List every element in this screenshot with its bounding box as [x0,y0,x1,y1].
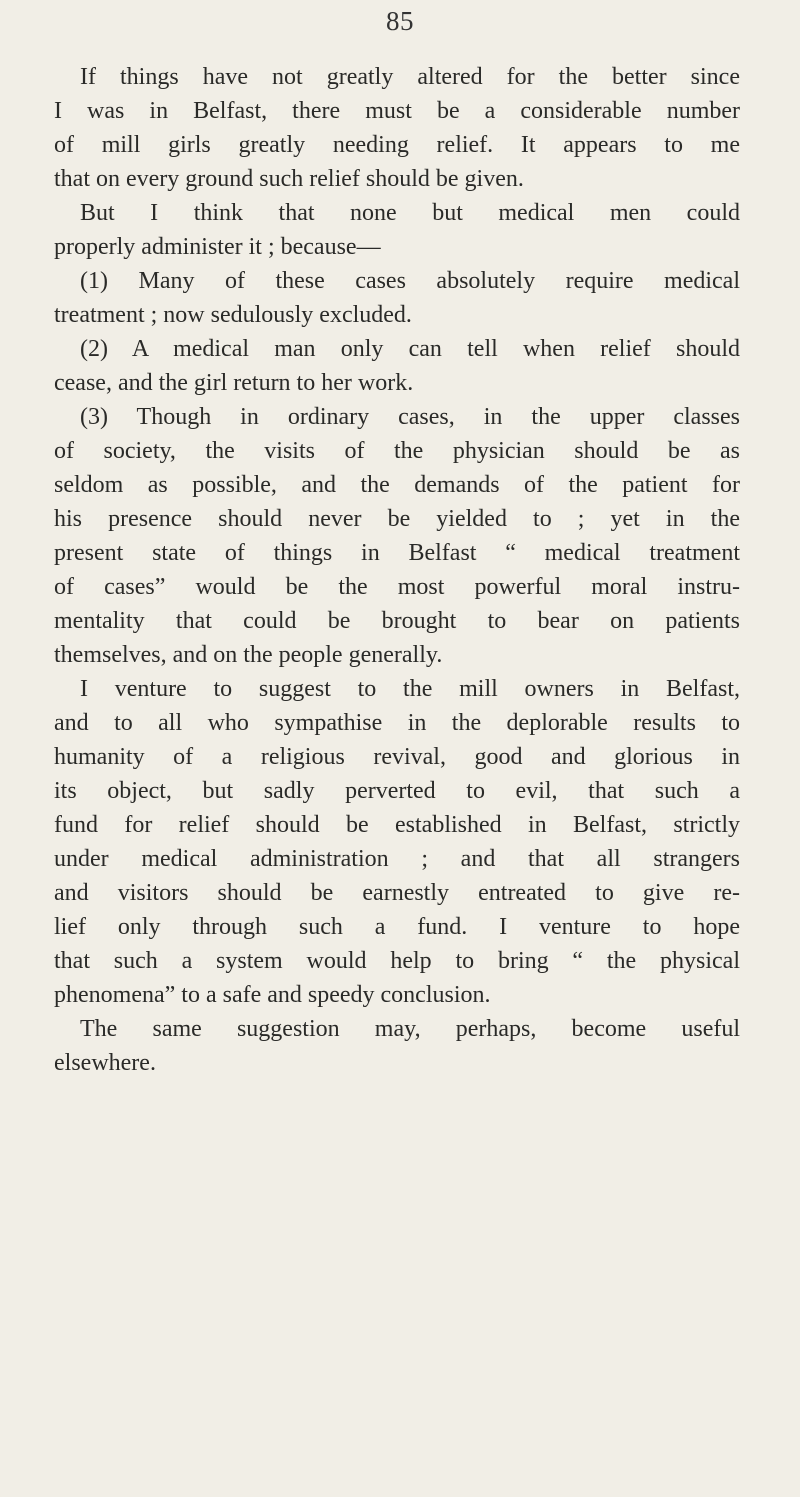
text-line: under medical administration ; and that all strangers [54,846,740,872]
text-line: of society, the visits of the physician should be as [54,438,740,464]
text-line: mentality that could be brought to bear on patients [54,608,740,634]
text-line: of mill girls greatly needing relief. It appears to me [54,132,740,158]
text-line: its object, but sadly perverted to evil, that such a [54,778,740,804]
text-line: If things have not greatly altered for the better since [80,64,740,90]
text-line: present state of things in Belfast “ medical treatment [54,540,740,566]
text-line: properly administer it ; because— [54,234,381,260]
text-line: his presence should never be yielded to ; yet in the [54,506,740,532]
page-number: 85 [386,6,414,36]
text-line: humanity of a religious revival, good and glorious in [54,744,740,770]
text-line: elsewhere. [54,1050,156,1076]
text-line: (1) Many of these cases absolutely require medical [80,268,740,294]
text-line: themselves, and on the people generally. [54,642,443,668]
text-line: fund for relief should be established in Belfast, strictly [54,812,740,838]
text-line: and to all who sympathise in the deplorable results to [54,710,740,736]
text-line: and visitors should be earnestly entreated to give re- [54,880,740,906]
text-line: that such a system would help to bring “ the physical [54,948,740,974]
text-line: I venture to suggest to the mill owners in Belfast, [80,676,740,702]
text-line: seldom as possible, and the demands of the patient for [54,472,740,498]
text-line: (3) Though in ordinary cases, in the upper classes [80,404,740,430]
text-line: (2) A medical man only can tell when relief should [80,336,740,362]
body-text [54,60,740,1080]
text-line: lief only through such a fund. I venture to hope [54,914,740,940]
text-line: The same suggestion may, perhaps, become useful [80,1016,740,1042]
text-line: of cases” would be the most powerful moral instru- [54,574,740,600]
text-line: I was in Belfast, there must be a considerable number [54,98,740,124]
text-line: phenomena” to a safe and speedy conclusion. [54,982,491,1008]
text-line: But I think that none but medical men could [80,200,740,226]
text-line: treatment ; now sedulously excluded. [54,302,412,328]
text-line: that on every ground such relief should be given. [54,166,524,192]
text-line: cease, and the girl return to her work. [54,370,414,396]
